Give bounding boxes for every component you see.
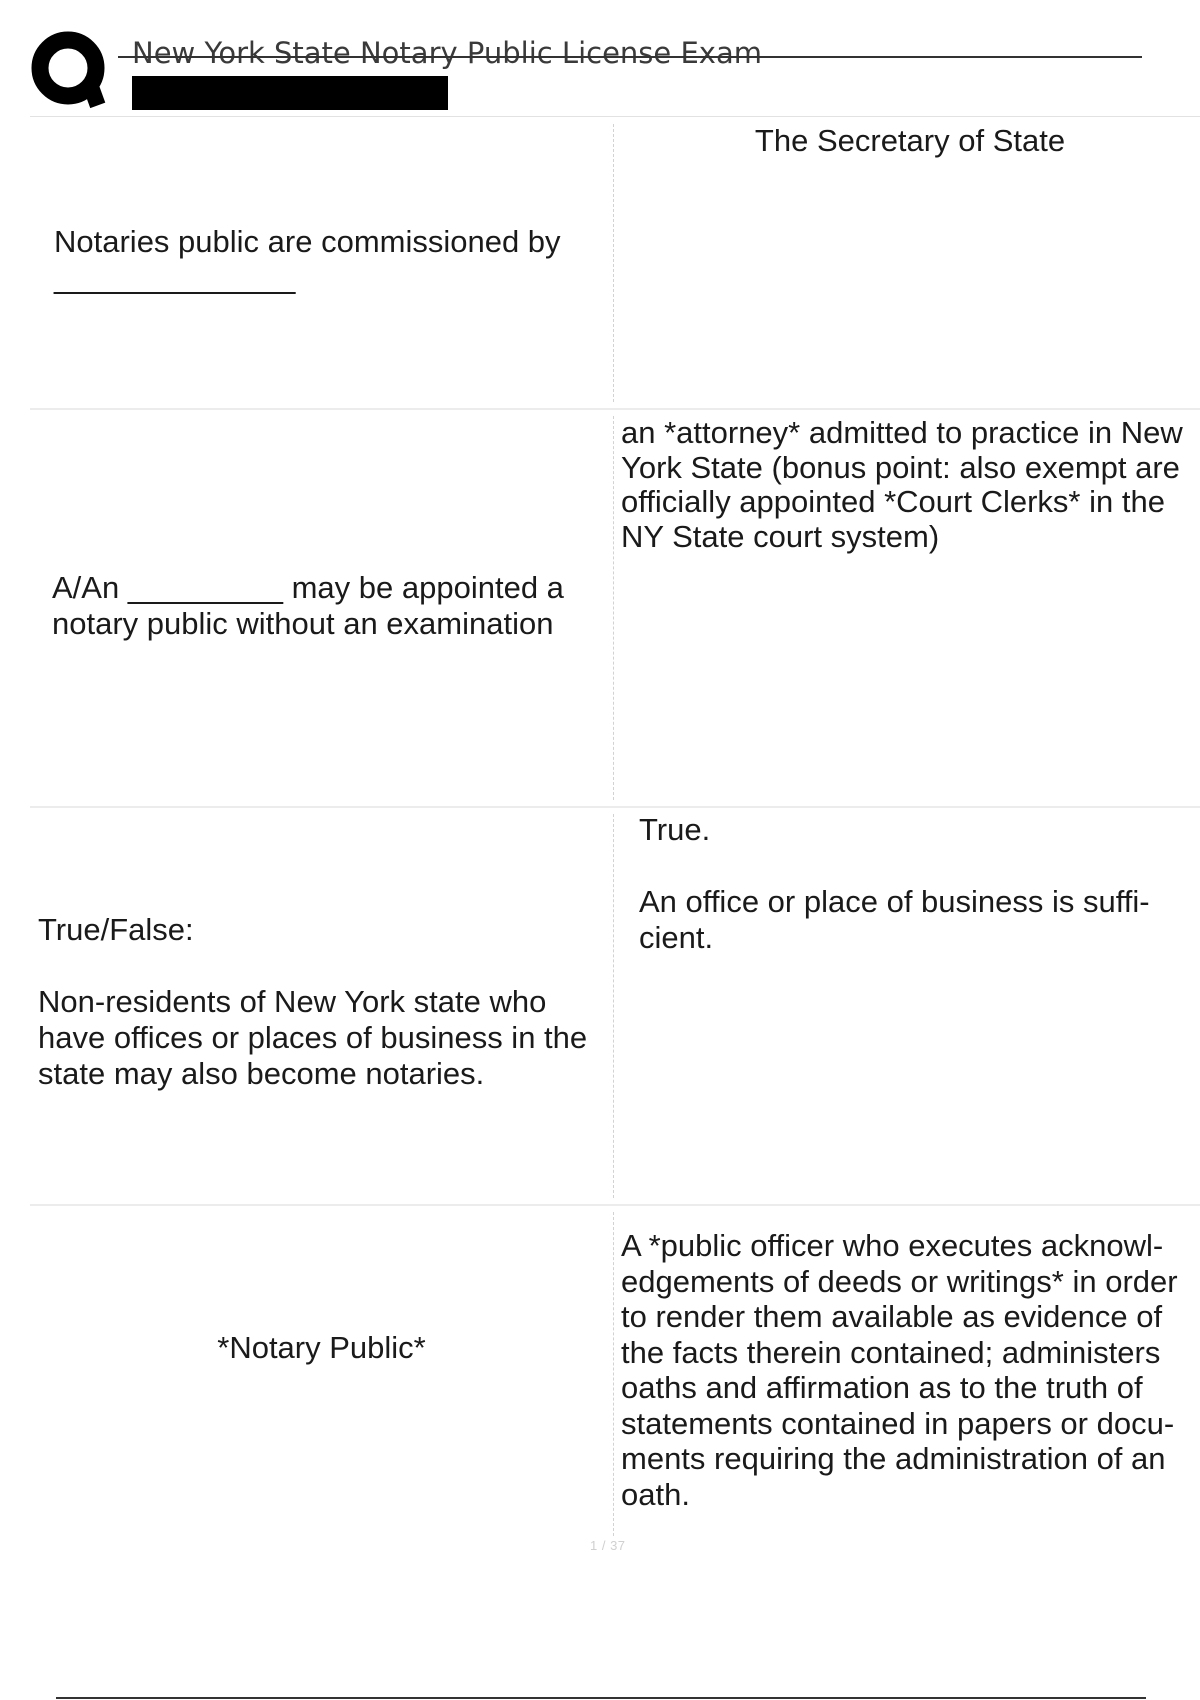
- card-definition: A *public officer who executes acknowl- edgements of deeds or writings* in order to render them available as evidence of the facts therein contained; administers oaths and affirmation as to the truth of statements contained in papers or docu- ments requiring the administration of an oath.: [621, 1228, 1178, 1512]
- redaction-bar: [132, 76, 448, 110]
- card-definition: an *attorney* admitted to practice in New York State (bonus point: also exempt are officially appointed *Court Clerks* in the NY State court system): [621, 415, 1183, 554]
- card-definition: True. An office or place of business is suffi- cient.: [639, 812, 1150, 955]
- card-divider: [613, 416, 614, 800]
- card-definition: The Secretary of State: [754, 123, 1066, 158]
- flashcard: [30, 1206, 1200, 1536]
- footer-divider: [56, 1697, 1146, 1699]
- flashcard: [30, 410, 1200, 808]
- title-strike-rule: [118, 56, 1142, 58]
- card-divider: [613, 1212, 614, 1536]
- document-title: New York State Notary Public License Exam: [132, 36, 762, 70]
- flashcard: [30, 118, 1200, 410]
- document-header: [0, 0, 1200, 116]
- card-term: *Notary Public*: [217, 1330, 426, 1365]
- header-divider: [30, 116, 1200, 117]
- card-term: A/An _________ may be appointed a notary public without an examination: [52, 570, 564, 641]
- page-number: 1 / 37: [590, 1538, 626, 1553]
- card-term: True/False: Non-residents of New York state who have offices or places of business in the state may also become notaries.: [38, 912, 588, 1091]
- card-term: Notaries public are commissioned by ______________: [54, 224, 561, 295]
- card-divider: [613, 814, 614, 1198]
- card-divider: [613, 124, 614, 402]
- flashcard: [30, 808, 1200, 1206]
- quizlet-q-logo-icon: [30, 30, 112, 112]
